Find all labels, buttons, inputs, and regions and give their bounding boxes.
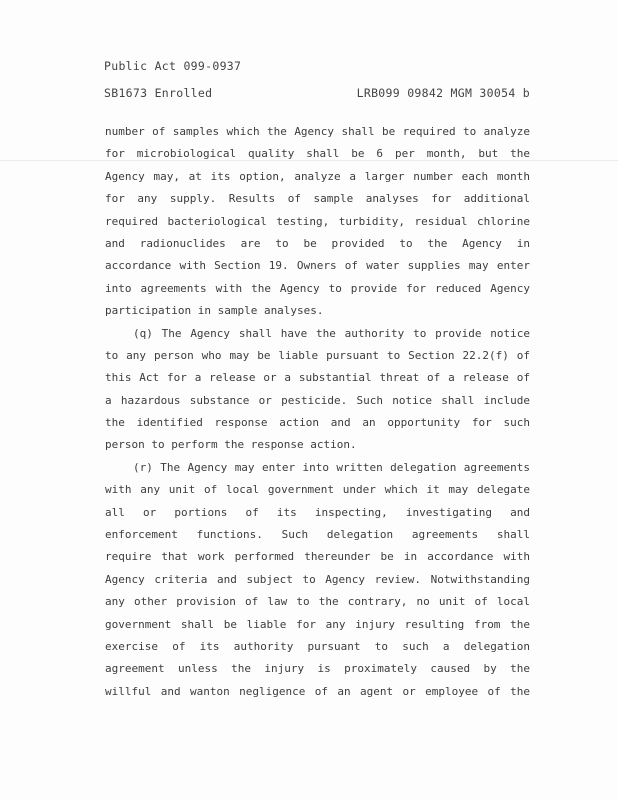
text-line: participation in sample analyses. — [105, 304, 324, 318]
text-line: agreement unless the injury is proximately caused by the — [105, 662, 530, 676]
paragraph-r-start: (r) The Agency may enter into written delegation agreements — [133, 460, 530, 474]
text-line: enforcement functions. Such delegation agreements shall — [105, 528, 530, 542]
text-line: number of samples which the Agency shall be required to analyze — [105, 125, 530, 138]
text-line: accordance with Section 19. Owners of water supplies may enter — [105, 259, 530, 273]
body-text — [105, 121, 530, 703]
text-line: require that work performed thereunder be in accordance with — [105, 550, 530, 564]
text-line: this Act for a release or a substantial threat of a release of — [105, 371, 530, 385]
text-line: for microbiological quality shall be 6 per month, but the — [105, 147, 530, 161]
text-line: into agreements with the Agency to provide for reduced Agency — [105, 281, 530, 295]
text-line: Agency criteria and subject to Agency review. Notwithstanding — [105, 572, 530, 586]
text-line: any other provision of law to the contrary, no unit of local — [105, 595, 530, 609]
text-line: with any unit of local government under which it may delegate — [105, 483, 530, 497]
text-line: person to perform the response action. — [105, 438, 357, 452]
text-line: a hazardous substance or pesticide. Such notice shall include — [105, 393, 530, 407]
text-line: exercise of its authority pursuant to such a delegation — [105, 639, 530, 653]
lrb-reference: LRB099 09842 MGM 30054 b — [356, 86, 530, 100]
text-line: required bacteriological testing, turbidity, residual chlorine — [105, 214, 530, 228]
public-act-number: Public Act 099-0937 — [104, 59, 242, 73]
text-line: government shall be liable for any injury resulting from the — [105, 617, 530, 631]
paragraph-q-start: (q) The Agency shall have the authority to provide notice — [133, 326, 530, 340]
text-line: willful and wanton negligence of an agent or employee of the — [105, 684, 530, 698]
bill-number: SB1673 Enrolled — [104, 86, 213, 100]
text-line: and radionuclides are to be provided to the Agency in — [105, 236, 530, 250]
text-line: all or portions of its inspecting, investigating and — [105, 505, 530, 519]
text-line: the identified response action and an opportunity for such — [105, 416, 530, 430]
text-line: for any supply. Results of sample analyses for additional — [105, 192, 530, 206]
text-line: Agency may, at its option, analyze a larger number each month — [105, 169, 530, 183]
text-line: to any person who may be liable pursuant to Section 22.2(f) of — [105, 348, 530, 362]
